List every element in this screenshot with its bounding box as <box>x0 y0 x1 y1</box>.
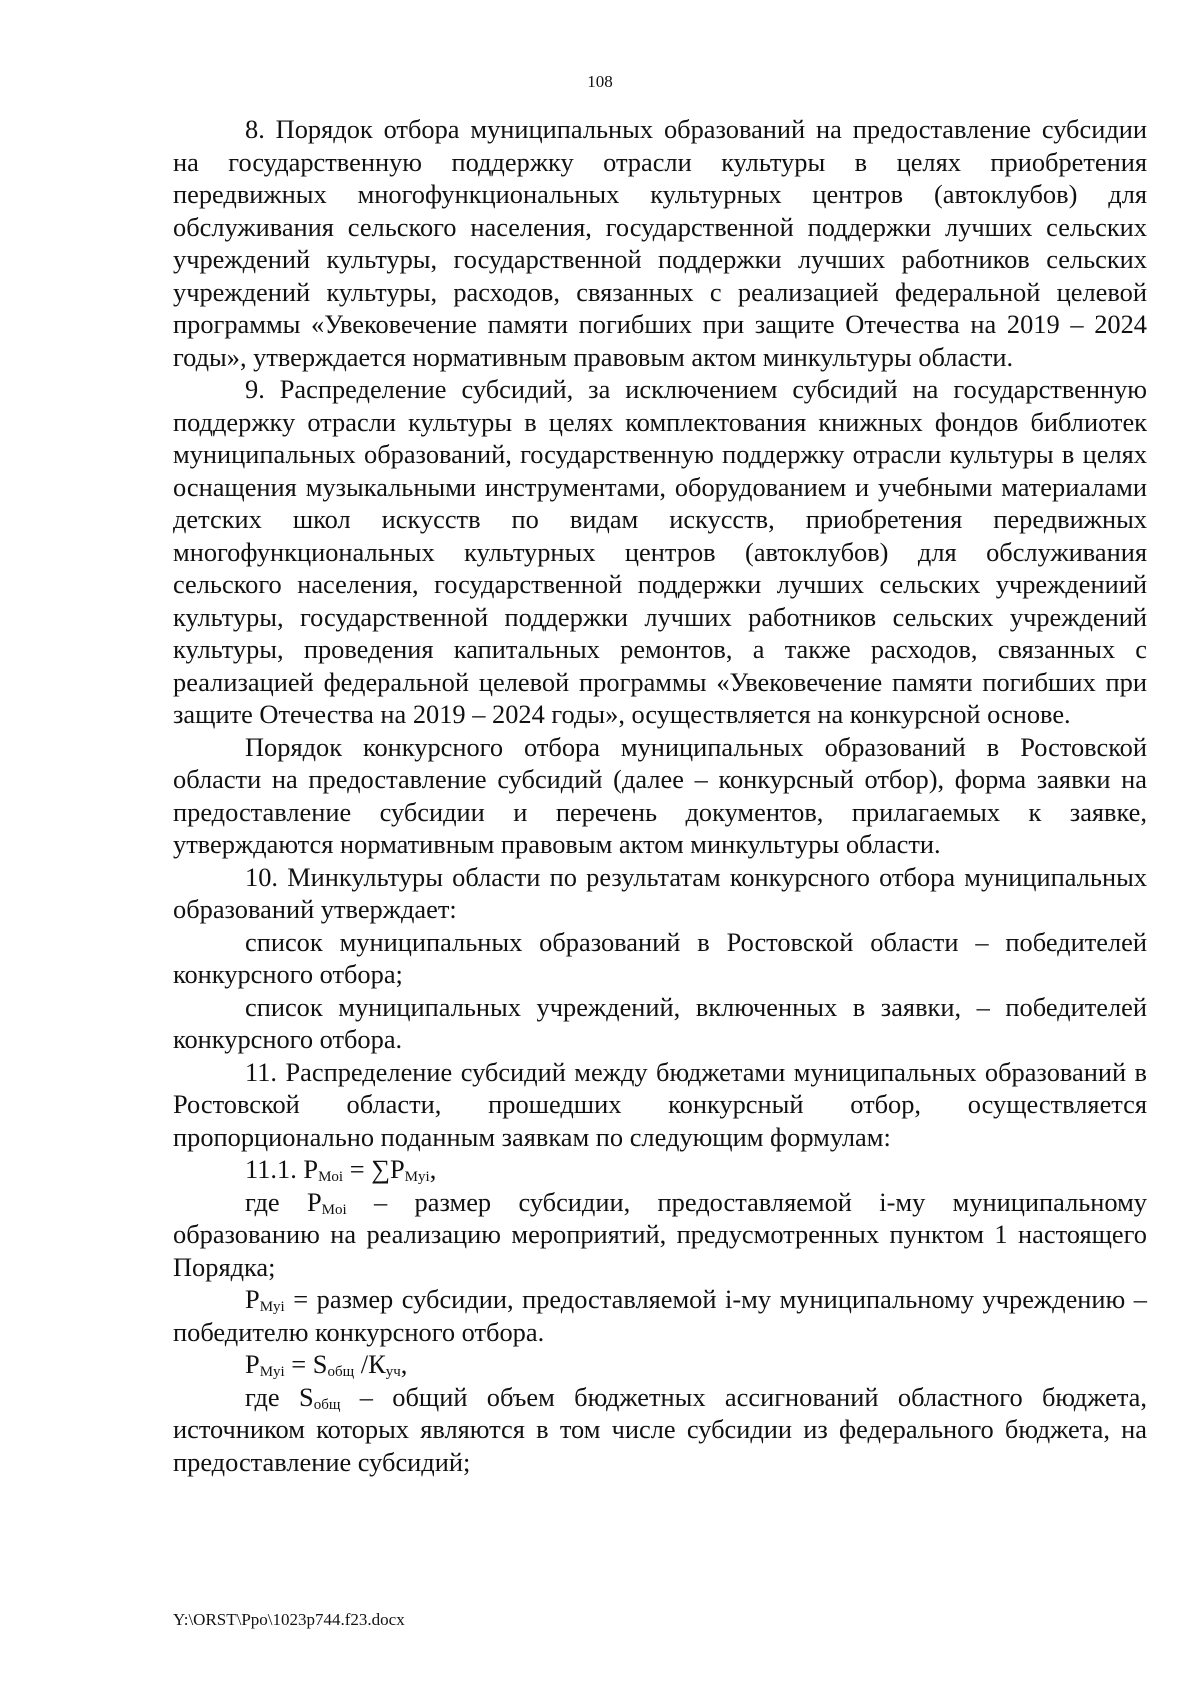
formula-11-1-prefix: 11.1. P <box>245 1154 319 1184</box>
where-3-rest: – общий объем бюджетных ассигнований областного бюджета, источником которых являются в том числе субсидии из федерального бюджета, на предоставление субсидий; <box>173 1381 1147 1477</box>
where-1-rest: – размер субсидии, предоставляемой i-му муниципальному образованию на реализацию мероприятий, предусмотренных пунктом 1 настоящего Порядка; <box>173 1186 1147 1282</box>
document-body <box>173 113 1147 1478</box>
paragraph-9: 9. Распределение субсидий, за исключением субсидий на государственную поддержку отрасли культуры в целях комплектования книжных фондов библиотек муниципальных образований, государственную поддержку отрасли культуры в целях оснащения музыкальными инструментами, оборудованием и учебными материалами детских школ искусств по видам искусств, приобретения передвижных многофункциональных культурных центров (автоклубов) для обслуживания сельского населения, государственной поддержки лучших сельских учреждениий культуры, государственной поддержки лучших работников сельских учреждений культуры, проведения капитальных ремонтов, а также расходов, связанных с реализацией федеральной целевой программы «Увековечение памяти погибших при защите Отечества на 2019 – 2024 годы», осуществляется на конкурсной основе. <box>173 374 1147 729</box>
page-number: 108 <box>587 72 613 91</box>
where-3-sub: общ <box>313 1396 341 1413</box>
formula-2-suffix: , <box>400 1349 408 1379</box>
paragraph-10: 10. Минкультуры области по результатам конкурсного отбора муниципальных образований утверждает: <box>173 861 1147 924</box>
paragraph-8: 8. Порядок отбора муниципальных образований на предоставление субсидии на государственную поддержку отрасли культуры в целях приобретения передвижных многофункциональных культурных центров (автоклубов) для обслуживания сельского населения, государственной поддержки лучших сельских учреждений культуры, государственной поддержки лучших работников сельских учреждений культуры, расходов, связанных с реализацией федеральной целевой программы «Увековечение памяти погибших при защите Отечества на 2019 – 2024 годы», утверждается нормативным правовым актом минкультуры области. <box>173 114 1147 372</box>
paragraph-9-order: Порядок конкурсного отбора муниципальных образований в Ростовской области на предоставление субсидий (далее – конкурсный отбор), форма заявки на предоставление субсидии и перечень документов, прилагаемых к заявке, утверждаются нормативным правовым актом минкультуры области. <box>173 731 1147 859</box>
formula-2-sub-p: Myi <box>259 1364 285 1380</box>
formula-2-eq: = S <box>284 1349 328 1379</box>
formula-11-1-sub-right: Myi <box>404 1169 430 1185</box>
where-2-lead: P <box>245 1284 260 1314</box>
formula-2-p: P <box>245 1349 260 1379</box>
where-2-rest: = размер субсидии, предоставляемой i-му муниципальному учреждению – победителю конкурсного отбора. <box>173 1284 1147 1347</box>
file-path-footer: Y:\ORST\Ppo\1023p744.f23.docx <box>173 1610 405 1629</box>
formula-2 <box>173 1348 1147 1381</box>
paragraph-10-list-item-2: список муниципальных учреждений, включенных в заявки, – победителей конкурсного отбора. <box>173 991 1147 1054</box>
where-3-lead: где S <box>245 1381 314 1412</box>
where-1-lead: где P <box>245 1186 322 1217</box>
formula-11-1-suffix: , <box>429 1154 437 1184</box>
formula-11-1-sub-left: Moi <box>318 1169 344 1185</box>
where-definition-3 <box>173 1381 1147 1479</box>
formula-2-sub-s: общ <box>327 1364 355 1380</box>
where-definition-2 <box>173 1283 1147 1348</box>
formula-2-div: /К <box>354 1349 386 1379</box>
where-1-sub: Moi <box>321 1201 347 1218</box>
formula-11-1 <box>173 1153 1147 1186</box>
paragraph-11: 11. Распределение субсидий между бюджетами муниципальных образований в Ростовской области, прошедших конкурсный отбор, осуществляется пропорционально поданным заявкам по следующим формулам: <box>173 1056 1147 1152</box>
where-definition-1 <box>173 1186 1147 1284</box>
formula-11-1-middle: = ∑P <box>343 1154 405 1184</box>
paragraph-10-list-item-1: список муниципальных образований в Ростовской области – победителей конкурсного отбора; <box>173 926 1147 989</box>
formula-2-sub-k: уч <box>385 1364 401 1380</box>
where-2-sub: Myi <box>259 1299 285 1315</box>
